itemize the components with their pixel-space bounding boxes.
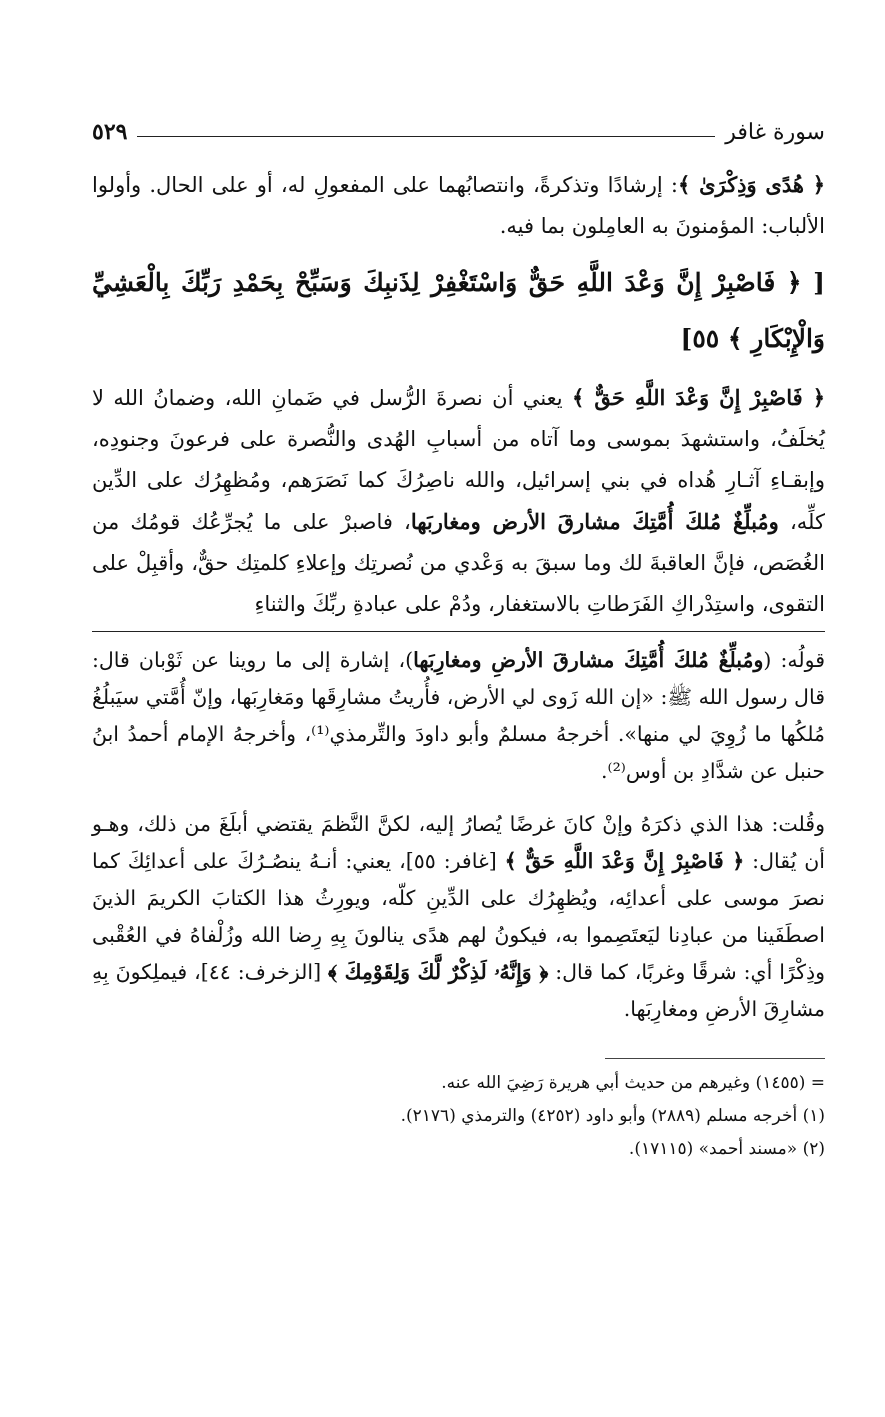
note-text: وقُلت: هذا الذي ذكرَهُ وإنْ كانَ غرضًا يُصارُ إليه، لكنَّ النَّظمَ يقتضي أبلَغَ من ذلك، وهـو أن يُقال: (92, 812, 825, 873)
commentary-bold-phrase: ومُبلِّغٌ مُلكَ أُمَّتِكَ مشارقَ الأرض ومغاربَها (410, 509, 779, 534)
commentary-paragraph (92, 377, 825, 625)
footnotes (92, 1067, 825, 1166)
quran-quote-2: ﴿ وَإِنَّهُۥ لَذِكْرٌ لَّكَ وَلِقَوْمِكَ ﴾ (328, 960, 549, 984)
footnote-continuation: = (١٤٥٥) وغيرهم من حديث أبي هريرة رَضِيَ الله عنه. (441, 1073, 825, 1093)
page (92, 110, 825, 1166)
verse-block (92, 255, 825, 367)
intro-paragraph (92, 164, 825, 247)
running-header (92, 110, 825, 154)
commentary-text: يعني أن نصرةَ الرُّسل في ضَمانِ الله، وضمانُ الله لا يُخلَفُ، واستشهدَ بموسى وما آتاه من أسبابِ الهُدى والنُّصرة على فرعونَ وجنودِه، وإبقـاءِ آثـارِ هُداه في بني إسرائيل، والله ناصِرُكَ كما نَصَرَهم، ومُظهِرُك على الدِّين كلِّه، (92, 386, 825, 534)
note-text: )، إشارة إلى ما روينا عن ثَوْبان قال: قال رسول الله ﷺ: «إن الله زَوى لي الأرض، فأُريتُ مشارِقَها ومَغارِبَها، وإنّ أُمَّتي سيَبلُغُ مُلكُها ما زُوِيَ لي منها». أخرجهُ مسلمٌ وأبو داودَ والتِّرمذي⁽¹⁾، وأخرجهُ الإمام أحمدُ ابنُ حنبل عن شدَّادِ بن أوس⁽²⁾. (92, 648, 825, 783)
section-divider (92, 631, 825, 632)
margin-note-1 (92, 642, 825, 790)
note-bold-phrase: ومُبلِّغٌ مُلكَ أُمَّتِكَ مشارقَ الأرضِ ومغارِبَها (413, 648, 764, 672)
page-number: ٥٢٩ (92, 119, 128, 145)
quran-quote: ﴿ هُدًى وَذِكْرَىٰ ﴾ (677, 172, 826, 197)
commentary-text-2: ، فاصبرْ على ما يُجرِّعُك قومُك من الغُصَص، فإنَّ العاقبةَ لك وما سبقَ به وَعْدي من نُصرتِك وإعلاءِ كلمتِك حقٌّ، وأقبِلْ على التقوى، واستِدْراكِ الفَرَطاتِ بالاستغفار، ودُمْ على عبادةِ ربِّكَ والثناءِ (92, 510, 825, 616)
verse-text: ﴿ فَاصْبِرْ إِنَّ وَعْدَ اللَّهِ حَقٌّ وَاسْتَغْفِرْ لِذَنبِكَ وَسَبِّحْ بِحَمْدِ رَبِّكَ بِالْعَشِيِّ وَالْإِبْكَارِ ﴾ (92, 268, 825, 353)
quran-quote: ﴿ فَاصْبِرْ إِنَّ وَعْدَ اللَّهِ حَقٌّ ﴾ (504, 849, 745, 873)
note-text-2: [غافر: ٥٥]، يعني: أنـهُ ينصُـرُكَ على أعدائِكَ كما نصرَ موسى على أعدائِه، ويُظهِرُك على الدِّينِ كلّه، ويورِثُ هذا الكتابَ الكريمَ الذينَ اصطَفَينا من عبادِنا ليَعتَصِموا به، فيكونُ لهم هدًى ينالونَ بِهِ رِضا الله وزُلْفاهُ في العُقْبى وذِكْرًا أي: شرقًا وغربًا، كما قال: (92, 849, 826, 984)
margin-note-2 (92, 806, 825, 1028)
intro-text: : إرشادًا وتذكرةً، وانتصابُهما على المفعولِ له، أو على الحال. وأولوا (92, 173, 678, 197)
quran-quote: ﴿ فَاصْبِرْ إِنَّ وَعْدَ اللَّهِ حَقٌّ ﴾ (572, 385, 826, 410)
verse-open-bracket: [ (813, 268, 825, 297)
header-rule (137, 136, 715, 137)
verse-number: ٥٥] (680, 324, 720, 353)
surah-title: سورة غافر (725, 119, 825, 145)
footnote-rule (605, 1058, 825, 1059)
footnote-1: (١) أخرجه مسلم (٢٨٨٩) وأبو داود (٤٢٥٢) والترمذي (٢١٧٦). (400, 1106, 825, 1126)
note-text-3: [الزخرف: ٤٤]، فيملِكونَ بِهِ مشارِقَ الأرضِ ومغارِبَها. (92, 960, 825, 1021)
note-lead: قولُه: ( (763, 648, 825, 672)
intro-text-2: الألباب: المؤمنونَ به العامِلون بما فيه. (499, 214, 825, 238)
footnote-2: (٢) «مسند أحمد» (١٧١١٥). (628, 1139, 825, 1159)
